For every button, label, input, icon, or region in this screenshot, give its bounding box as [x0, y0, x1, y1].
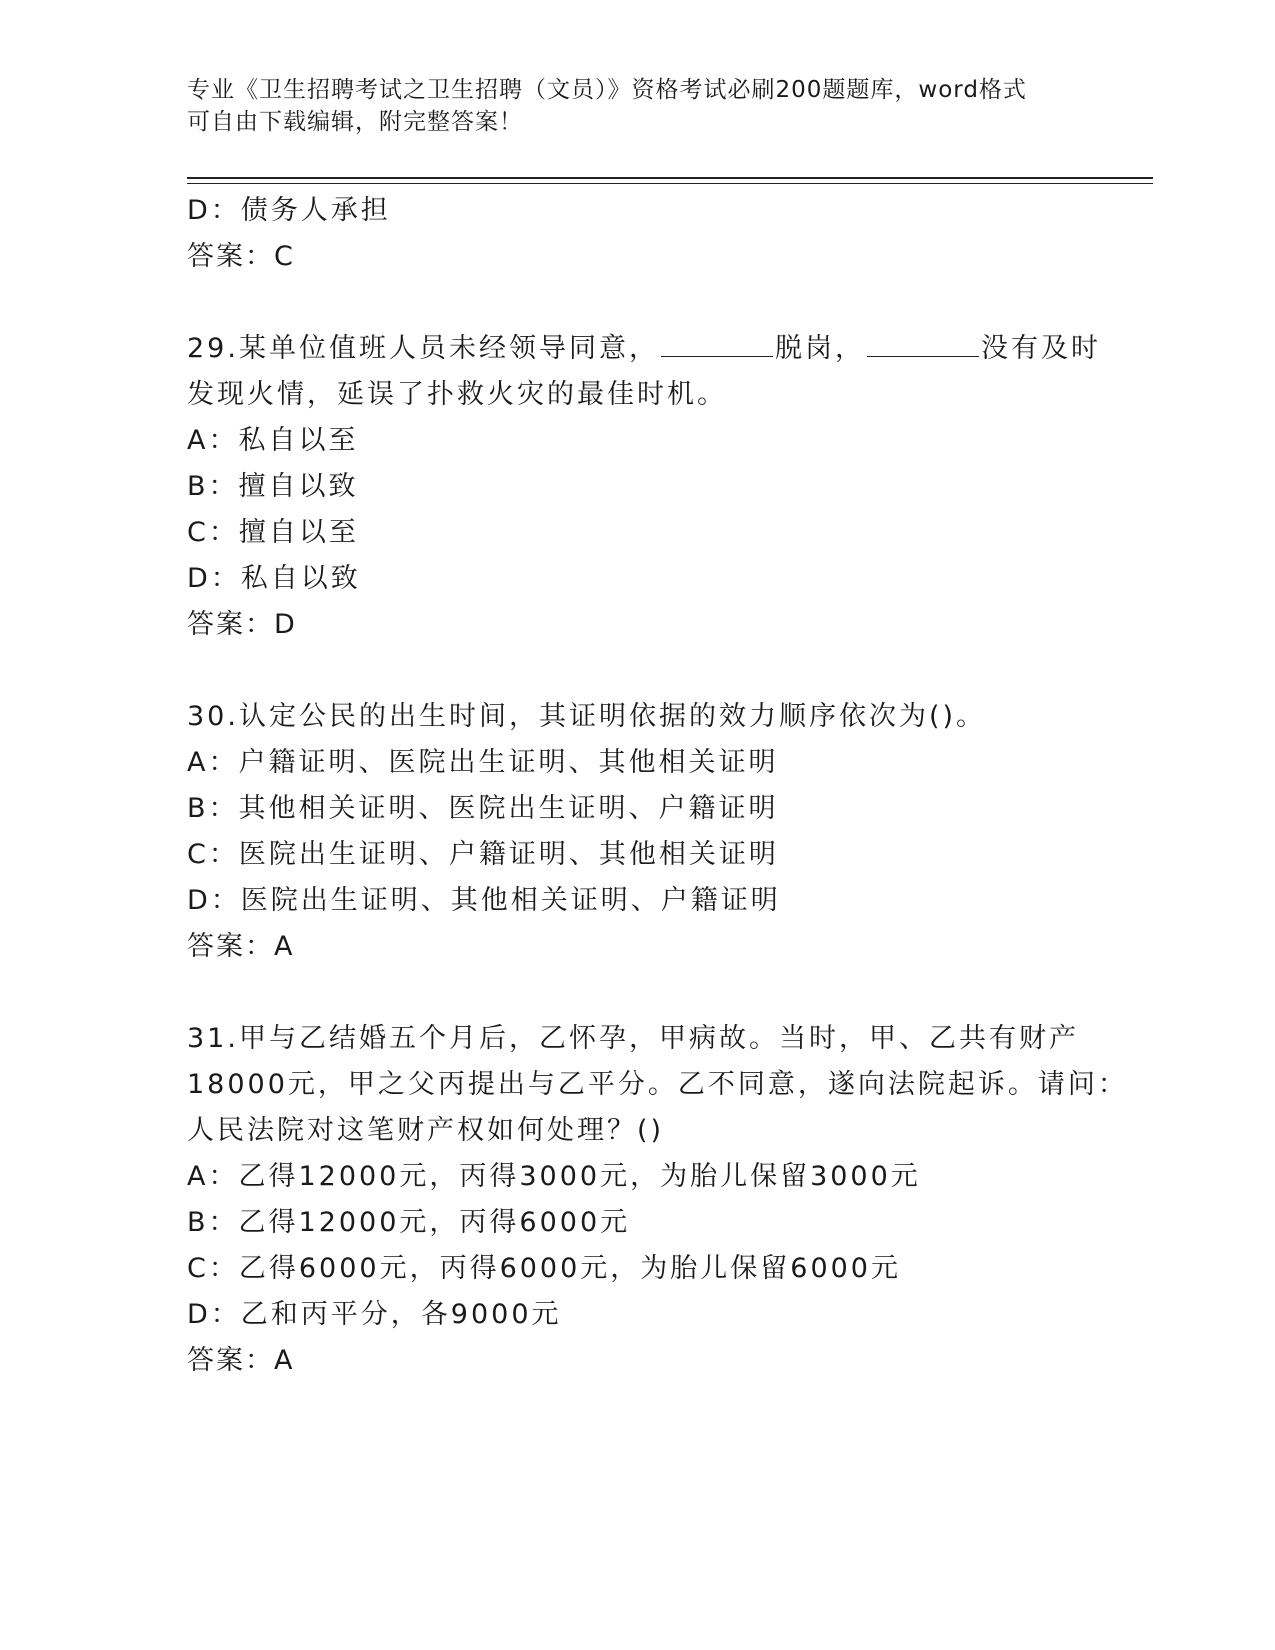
q29-stem-part-c: 没有及时 — [980, 333, 1101, 364]
q29-blank-1 — [661, 328, 773, 357]
q31-option-d: D：乙和丙平分，各9000元 — [187, 1299, 562, 1330]
q30-option-a: A：户籍证明、医院出生证明、其他相关证明 — [187, 747, 779, 778]
header-divider-thin — [187, 183, 1153, 184]
spacer — [187, 970, 1087, 1016]
page-header — [187, 74, 1087, 138]
q31-stem-line-1: 31.甲与乙结婚五个月后，乙怀孕，甲病故。当时，甲、乙共有财产 — [187, 1023, 1079, 1054]
q29-option-a: A：私自以至 — [187, 425, 359, 456]
q30-stem: 30.认定公民的出生时间，其证明依据的效力顺序依次为()。 — [187, 701, 987, 732]
q31-option-b: B：乙得12000元，丙得6000元 — [187, 1207, 631, 1238]
q29-stem-part-b: 脱岗， — [774, 333, 865, 364]
question-list — [187, 188, 1128, 1384]
q30-option-b: B：其他相关证明、医院出生证明、户籍证明 — [187, 793, 779, 824]
q31-stem-line-2: 18000元，甲之父丙提出与乙平分。乙不同意，遂向法院起诉。请问： — [187, 1069, 1128, 1100]
q31-option-c: C：乙得6000元，丙得6000元，为胎儿保留6000元 — [187, 1253, 901, 1284]
q30-option-d: D：医院出生证明、其他相关证明、户籍证明 — [187, 885, 781, 916]
q29-option-d: D：私自以致 — [187, 563, 361, 594]
q29-option-c: C：擅自以至 — [187, 517, 359, 548]
q29-blank-2 — [867, 328, 979, 357]
q31-answer: 答案：A — [187, 1345, 295, 1376]
q29-stem-line-2: 发现火情，延误了扑救火灾的最佳时机。 — [187, 379, 727, 410]
header-divider-thick — [187, 177, 1153, 179]
q31-option-a: A：乙得12000元，丙得3000元，为胎儿保留3000元 — [187, 1161, 921, 1192]
q31-stem-line-3: 人民法院对这笔财产权如何处理？() — [187, 1115, 665, 1146]
q29-stem-part-a: 29.某单位值班人员未经领导同意， — [187, 333, 659, 364]
q30-answer: 答案：A — [187, 931, 295, 962]
spacer — [187, 648, 1087, 694]
prev-option-d: D：债务人承担 — [187, 195, 391, 226]
q30-option-c: C：医院出生证明、户籍证明、其他相关证明 — [187, 839, 779, 870]
q29-option-b: B：擅自以致 — [187, 471, 359, 502]
prev-answer: 答案：C — [187, 241, 295, 272]
spacer — [187, 280, 1087, 326]
q29-stem-line-1 — [187, 326, 1101, 372]
header-title-line-1: 专业《卫生招聘考试之卫生招聘（文员）》资格考试必刷200题题库，word格式 — [187, 77, 1027, 103]
q29-answer: 答案：D — [187, 609, 297, 640]
header-title-line-2: 可自由下载编辑，附完整答案！ — [187, 109, 523, 135]
